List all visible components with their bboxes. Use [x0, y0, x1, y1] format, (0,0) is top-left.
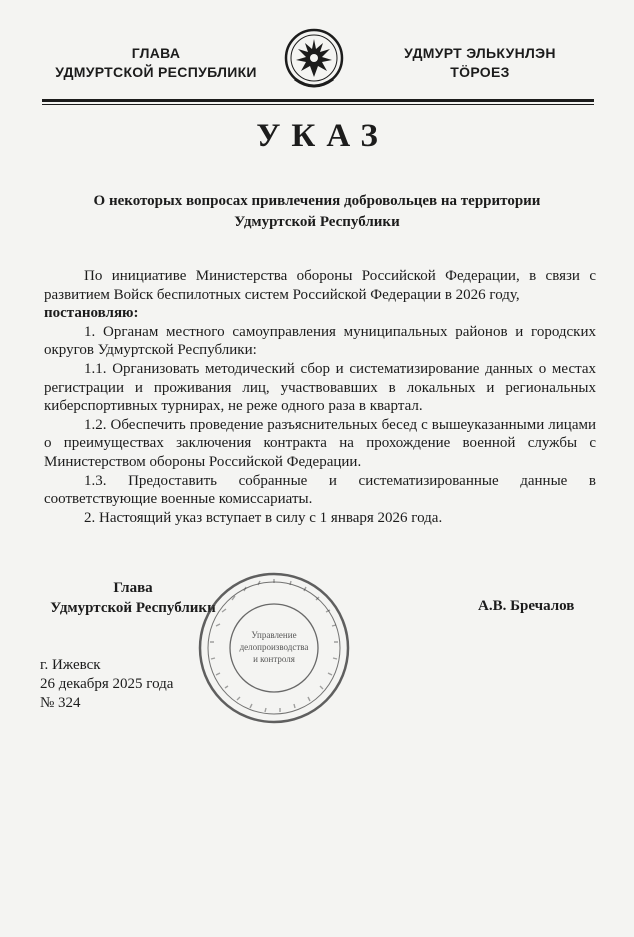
state-emblem-icon — [283, 27, 345, 93]
decree-body — [44, 267, 596, 527]
signatory-name: А.В. Бречалов — [478, 598, 575, 614]
document-title: УКАЗ — [256, 118, 389, 154]
date: 26 декабря 2025 года — [40, 676, 174, 692]
stamp-inner-line3: и контроля — [253, 654, 295, 664]
paragraph-2: 2. Настоящий указ вступает в силу с 1 января 2026 года. — [84, 509, 443, 526]
header-rule-thick — [42, 99, 594, 102]
document-subject — [60, 191, 574, 233]
paragraph-1-3: 1.3. Предоставить собранные и систематизированные данные в соответствующие военные комиссариаты. — [44, 472, 596, 508]
place-date-number — [40, 656, 173, 713]
intro-text: По инициативе Министерства обороны Российской Федерации, в связи с развитием Войск беспилотных систем Российской Федерации в 2026 году, — [44, 268, 596, 303]
paragraph-1-1: 1.1. Организовать методический сбор и систематизирование данных о местах регистрации и проживания лиц, участвовавших в локальных и региональных киберспортивных турнирах, не реже одного раза в квартал. — [44, 360, 596, 415]
official-stamp — [194, 568, 354, 728]
header-left — [40, 44, 272, 82]
header-right-line1: УДМУРТ ЭЛЬКУНЛЭН — [404, 45, 556, 61]
decree-number: № 324 — [40, 695, 81, 711]
header-rule-thin — [42, 104, 594, 105]
subject-line1: О некоторых вопросах привлечения добровольцев на территории — [93, 193, 541, 209]
signatory-title-line1: Глава — [113, 580, 153, 596]
intro-paragraph — [44, 267, 596, 323]
header-right — [382, 44, 578, 82]
paragraph-1-2: 1.2. Обеспечить проведение разъяснительных бесед с вышеуказанными лицами о преимуществах заключения контракта на прохождение военной службы с Министерством обороны Российской Федерации. — [44, 416, 596, 470]
stamp-inner-line1: Управление — [251, 630, 297, 640]
header-left-line1: ГЛАВА — [131, 45, 181, 61]
header-left-line2: УДМУРТСКОЙ РЕСПУБЛИКИ — [55, 64, 257, 80]
paragraph-1: 1. Органам местного самоуправления муниципальных районов и городских округов Удмуртской Республики: — [44, 323, 596, 359]
place: г. Ижевск — [40, 657, 101, 673]
stamp-inner-line2: делопроизводства — [239, 642, 309, 652]
subject-line2: Удмуртской Республики — [234, 214, 400, 230]
signatory-title-line2: Удмуртской Республики — [50, 600, 216, 616]
header-right-line2: ТӦРОЕЗ — [450, 64, 510, 80]
intro-decision: постановляю: — [44, 305, 139, 322]
